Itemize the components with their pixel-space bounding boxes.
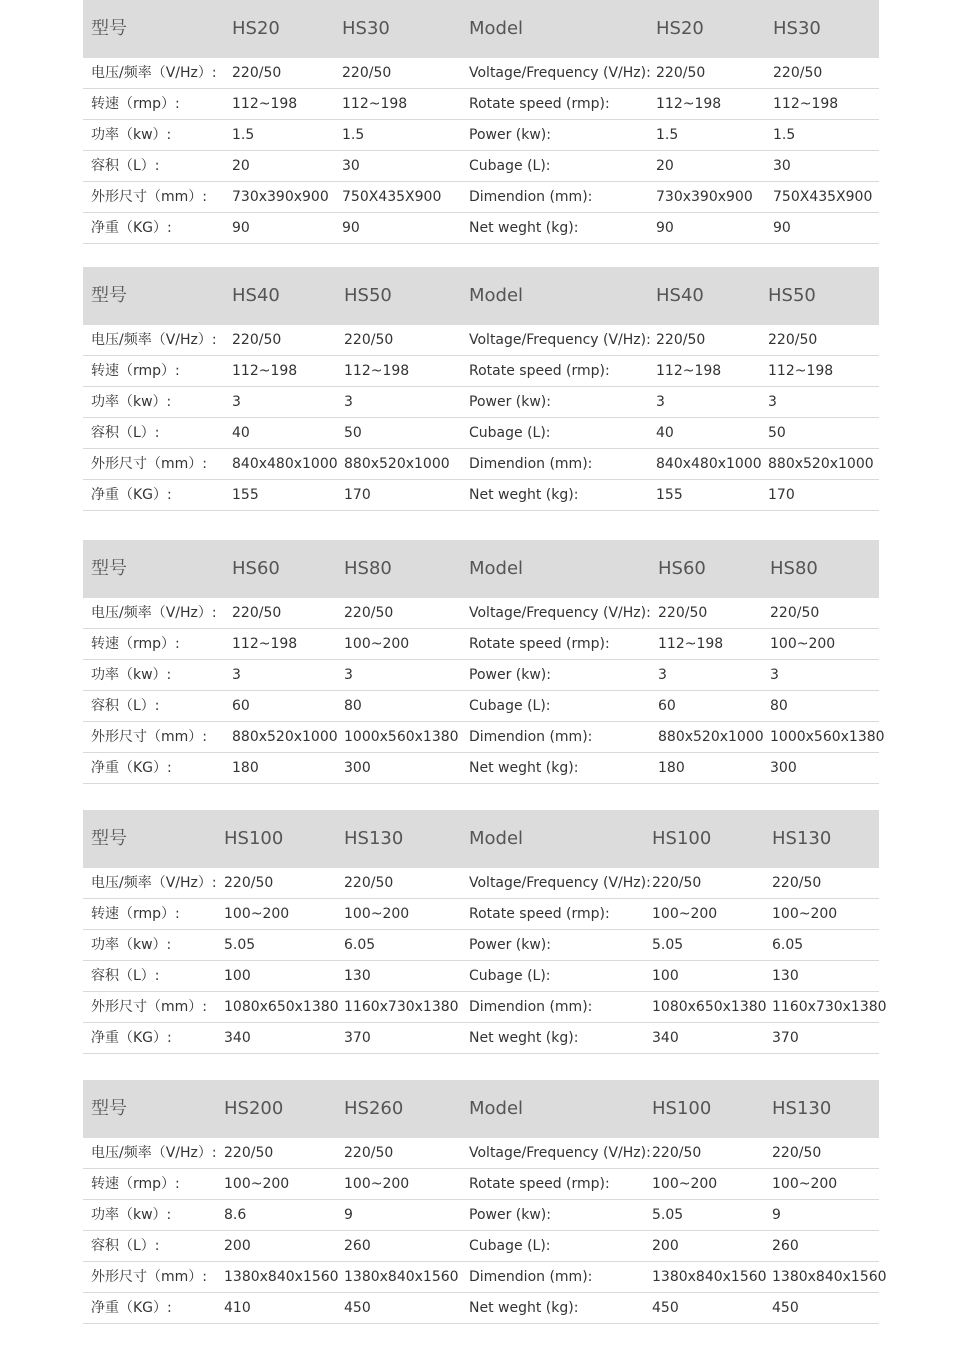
- cell-label-en: Power (kw):: [469, 127, 551, 143]
- header-label-en: Model: [469, 558, 524, 579]
- cell-model-a: 112~198: [232, 96, 298, 112]
- header-model-a-en: HS60: [658, 558, 706, 579]
- cell-label-en: Cubage (L):: [469, 158, 551, 174]
- table-row-voltage: [83, 1138, 879, 1169]
- cell-label-en: Cubage (L):: [469, 698, 551, 714]
- cell-model-a: 880x520x1000: [232, 729, 338, 745]
- cell-label-cn: 外形尺寸（mm）:: [91, 999, 207, 1015]
- cell-model-a-en: 180: [658, 760, 685, 776]
- cell-label-en: Cubage (L):: [469, 425, 551, 441]
- cell-model-b-en: 170: [768, 487, 795, 503]
- cell-model-b-en: 30: [773, 158, 791, 174]
- table-row-cubage: [83, 151, 879, 182]
- header-model-a: HS60: [232, 558, 280, 579]
- table-row-voltage: [83, 325, 879, 356]
- cell-model-a: 40: [232, 425, 250, 441]
- cell-model-b-en: 100~200: [770, 636, 836, 652]
- spec-table-1: [83, 0, 879, 244]
- header-label-en: Model: [469, 18, 524, 39]
- table-row-weight: [83, 753, 879, 784]
- table-row-voltage: [83, 598, 879, 629]
- cell-model-a-en: 112~198: [658, 636, 724, 652]
- cell-model-b: 100~200: [344, 1176, 410, 1192]
- cell-model-b-en: 750X435X900: [773, 189, 873, 205]
- cell-model-b: 220/50: [344, 1145, 394, 1161]
- table-row-cubage: [83, 1231, 879, 1262]
- cell-model-b-en: 3: [770, 667, 779, 683]
- cell-model-a-en: 1.5: [656, 127, 679, 143]
- cell-model-b: 112~198: [344, 363, 410, 379]
- table-header: [83, 0, 879, 58]
- table-row-speed: [83, 1169, 879, 1200]
- cell-model-b-en: 6.05: [772, 937, 804, 953]
- cell-model-a: 112~198: [232, 363, 298, 379]
- cell-model-a-en: 880x520x1000: [658, 729, 764, 745]
- spec-table-4: [83, 810, 887, 1054]
- cell-label-cn: 转速（rmp）:: [91, 363, 180, 379]
- cell-label-cn: 净重（KG）:: [91, 1030, 172, 1046]
- cell-label-cn: 外形尺寸（mm）:: [91, 189, 207, 205]
- table-row-voltage: [83, 58, 879, 89]
- header-model-b-en: HS30: [773, 18, 821, 39]
- cell-model-a: 180: [232, 760, 259, 776]
- cell-model-a-en: 100: [652, 968, 679, 984]
- table-row-weight: [83, 1023, 879, 1054]
- cell-model-b: 90: [342, 220, 360, 236]
- cell-label-cn: 净重（KG）:: [91, 1300, 172, 1316]
- cell-model-a: 1380x840x1560: [224, 1269, 339, 1285]
- cell-model-b-en: 100~200: [772, 1176, 838, 1192]
- cell-model-b-en: 130: [772, 968, 799, 984]
- header-label-en: Model: [469, 1098, 524, 1119]
- header-model-b: HS80: [344, 558, 392, 579]
- cell-label-en: Net weght (kg):: [469, 1030, 579, 1046]
- cell-model-b: 300: [344, 760, 371, 776]
- cell-model-a-en: 5.05: [652, 1207, 684, 1223]
- cell-model-b: 260: [344, 1238, 371, 1254]
- cell-label-en: Rotate speed (rmp):: [469, 363, 610, 379]
- cell-label-cn: 外形尺寸（mm）:: [91, 1269, 207, 1285]
- cell-model-b-en: 1160x730x1380: [772, 999, 887, 1015]
- spec-table-5: [83, 1080, 887, 1324]
- table-row-cubage: [83, 691, 879, 722]
- table-row-speed: [83, 629, 879, 660]
- table-row-power: [83, 387, 879, 418]
- cell-model-a: 200: [224, 1238, 251, 1254]
- header-model-b-en: HS50: [768, 285, 816, 306]
- table-row-cubage: [83, 961, 879, 992]
- table-row-dimension: [83, 1262, 887, 1293]
- header-model-a-en: HS20: [656, 18, 704, 39]
- table-header: [83, 810, 879, 868]
- header-model-a: HS100: [224, 828, 284, 849]
- cell-label-en: Rotate speed (rmp):: [469, 636, 610, 652]
- table-row-weight: [83, 480, 879, 511]
- cell-label-en: Net weght (kg):: [469, 487, 579, 503]
- header-model-a: HS200: [224, 1098, 284, 1119]
- cell-label-en: Power (kw):: [469, 667, 551, 683]
- cell-label-en: Dimendion (mm):: [469, 1269, 593, 1285]
- cell-label-en: Voltage/Frequency (V/Hz):: [469, 605, 651, 621]
- cell-label-en: Power (kw):: [469, 1207, 551, 1223]
- cell-model-b: 50: [344, 425, 362, 441]
- cell-model-b: 100~200: [344, 906, 410, 922]
- cell-label-cn: 转速（rmp）:: [91, 96, 180, 112]
- cell-model-a: 8.6: [224, 1207, 247, 1223]
- cell-model-b: 80: [344, 698, 362, 714]
- cell-model-a: 220/50: [224, 875, 274, 891]
- table-row-dimension: [83, 992, 887, 1023]
- cell-model-a-en: 450: [652, 1300, 679, 1316]
- cell-label-cn: 容积（L）:: [91, 425, 160, 441]
- cell-model-b-en: 220/50: [772, 875, 822, 891]
- cell-model-a-en: 340: [652, 1030, 679, 1046]
- cell-model-a-en: 3: [656, 394, 665, 410]
- cell-model-a: 112~198: [232, 636, 298, 652]
- table-row-speed: [83, 899, 879, 930]
- cell-label-cn: 外形尺寸（mm）:: [91, 456, 207, 472]
- cell-model-a-en: 112~198: [656, 96, 722, 112]
- table-row-power: [83, 1200, 879, 1231]
- table-row-power: [83, 120, 879, 151]
- cell-model-b: 1000x560x1380: [344, 729, 459, 745]
- cell-model-a: 20: [232, 158, 250, 174]
- cell-model-b-en: 220/50: [768, 332, 818, 348]
- cell-model-a: 3: [232, 667, 241, 683]
- cell-label-en: Rotate speed (rmp):: [469, 96, 610, 112]
- cell-label-cn: 电压/频率（V/Hz）:: [91, 65, 217, 81]
- cell-model-b: 880x520x1000: [344, 456, 450, 472]
- cell-model-a: 220/50: [232, 605, 282, 621]
- cell-label-en: Voltage/Frequency (V/Hz):: [469, 332, 651, 348]
- header-model-b: HS260: [344, 1098, 404, 1119]
- table-row-weight: [83, 213, 879, 244]
- cell-model-b-en: 112~198: [768, 363, 834, 379]
- cell-label-cn: 容积（L）:: [91, 698, 160, 714]
- cell-model-a: 100: [224, 968, 251, 984]
- cell-label-cn: 电压/频率（V/Hz）:: [91, 605, 217, 621]
- table-header: [83, 267, 879, 325]
- cell-model-a: 100~200: [224, 1176, 290, 1192]
- cell-label-en: Net weght (kg):: [469, 220, 579, 236]
- cell-model-a-en: 840x480x1000: [656, 456, 762, 472]
- table-row-power: [83, 660, 879, 691]
- header-model-a: HS40: [232, 285, 280, 306]
- cell-label-cn: 容积（L）:: [91, 1238, 160, 1254]
- table-row-speed: [83, 356, 879, 387]
- cell-model-b: 3: [344, 394, 353, 410]
- cell-model-a: 1080x650x1380: [224, 999, 339, 1015]
- cell-model-a-en: 100~200: [652, 906, 718, 922]
- cell-model-a: 220/50: [232, 332, 282, 348]
- cell-model-b: 750X435X900: [342, 189, 442, 205]
- cell-model-b: 100~200: [344, 636, 410, 652]
- cell-label-en: Dimendion (mm):: [469, 456, 593, 472]
- cell-model-b: 1380x840x1560: [344, 1269, 459, 1285]
- header-label-cn: 型号: [91, 828, 127, 849]
- header-model-a-en: HS100: [652, 1098, 712, 1119]
- cell-label-cn: 净重（KG）:: [91, 220, 172, 236]
- cell-model-b-en: 300: [770, 760, 797, 776]
- table-row-weight: [83, 1293, 879, 1324]
- cell-model-b: 220/50: [344, 605, 394, 621]
- cell-model-a-en: 220/50: [652, 875, 702, 891]
- cell-model-a-en: 60: [658, 698, 676, 714]
- cell-model-b: 112~198: [342, 96, 408, 112]
- cell-model-a: 3: [232, 394, 241, 410]
- cell-model-b-en: 80: [770, 698, 788, 714]
- cell-label-cn: 净重（KG）:: [91, 487, 172, 503]
- cell-model-a-en: 90: [656, 220, 674, 236]
- cell-model-b-en: 3: [768, 394, 777, 410]
- cell-label-en: Power (kw):: [469, 937, 551, 953]
- cell-model-a: 1.5: [232, 127, 255, 143]
- cell-model-b-en: 100~200: [772, 906, 838, 922]
- cell-model-a: 155: [232, 487, 259, 503]
- cell-model-b: 9: [344, 1207, 353, 1223]
- cell-label-cn: 功率（kw）:: [91, 1207, 172, 1223]
- cell-model-a-en: 40: [656, 425, 674, 441]
- cell-model-b: 170: [344, 487, 371, 503]
- cell-model-b: 1160x730x1380: [344, 999, 459, 1015]
- cell-model-a: 60: [232, 698, 250, 714]
- cell-model-a: 340: [224, 1030, 251, 1046]
- cell-model-a-en: 1380x840x1560: [652, 1269, 767, 1285]
- cell-model-a-en: 100~200: [652, 1176, 718, 1192]
- cell-label-en: Cubage (L):: [469, 968, 551, 984]
- cell-label-en: Cubage (L):: [469, 1238, 551, 1254]
- table-row-speed: [83, 89, 879, 120]
- cell-model-b-en: 90: [773, 220, 791, 236]
- cell-model-b: 370: [344, 1030, 371, 1046]
- cell-model-b-en: 220/50: [772, 1145, 822, 1161]
- cell-label-cn: 功率（kw）:: [91, 667, 172, 683]
- header-label-cn: 型号: [91, 18, 127, 39]
- header-model-a-en: HS40: [656, 285, 704, 306]
- cell-model-a: 840x480x1000: [232, 456, 338, 472]
- cell-label-cn: 净重（KG）:: [91, 760, 172, 776]
- cell-label-en: Dimendion (mm):: [469, 729, 593, 745]
- header-model-b: HS30: [342, 18, 390, 39]
- spec-table-3: [83, 540, 885, 784]
- cell-model-a-en: 20: [656, 158, 674, 174]
- cell-model-a: 410: [224, 1300, 251, 1316]
- cell-label-cn: 电压/频率（V/Hz）:: [91, 332, 217, 348]
- cell-label-en: Voltage/Frequency (V/Hz):: [469, 875, 651, 891]
- cell-model-b: 130: [344, 968, 371, 984]
- cell-model-a-en: 220/50: [658, 605, 708, 621]
- cell-label-en: Net weght (kg):: [469, 1300, 579, 1316]
- header-model-b: HS130: [344, 828, 404, 849]
- header-model-b-en: HS80: [770, 558, 818, 579]
- cell-label-cn: 转速（rmp）:: [91, 1176, 180, 1192]
- cell-model-b-en: 1380x840x1560: [772, 1269, 887, 1285]
- cell-label-cn: 容积（L）:: [91, 158, 160, 174]
- cell-label-en: Voltage/Frequency (V/Hz):: [469, 65, 651, 81]
- cell-label-cn: 功率（kw）:: [91, 127, 172, 143]
- cell-model-b: 3: [344, 667, 353, 683]
- cell-model-b: 220/50: [344, 332, 394, 348]
- cell-model-a-en: 3: [658, 667, 667, 683]
- table-header: [83, 1080, 879, 1138]
- cell-model-b-en: 880x520x1000: [768, 456, 874, 472]
- cell-model-b-en: 50: [768, 425, 786, 441]
- cell-model-b-en: 450: [772, 1300, 799, 1316]
- header-label-cn: 型号: [91, 285, 127, 306]
- cell-label-cn: 电压/频率（V/Hz）:: [91, 1145, 217, 1161]
- cell-model-b-en: 1.5: [773, 127, 796, 143]
- header-model-b: HS50: [344, 285, 392, 306]
- header-model-b-en: HS130: [772, 828, 832, 849]
- cell-model-b: 220/50: [344, 875, 394, 891]
- table-row-dimension: [83, 449, 879, 480]
- cell-model-a-en: 220/50: [656, 65, 706, 81]
- cell-label-en: Dimendion (mm):: [469, 189, 593, 205]
- table-row-dimension: [83, 182, 879, 213]
- cell-model-a-en: 1080x650x1380: [652, 999, 767, 1015]
- cell-model-b: 220/50: [342, 65, 392, 81]
- header-model-a-en: HS100: [652, 828, 712, 849]
- cell-model-b-en: 220/50: [773, 65, 823, 81]
- cell-label-cn: 转速（rmp）:: [91, 906, 180, 922]
- spec-table-2: [83, 267, 879, 511]
- cell-model-a-en: 155: [656, 487, 683, 503]
- table-row-voltage: [83, 868, 879, 899]
- cell-model-a: 220/50: [232, 65, 282, 81]
- cell-label-en: Rotate speed (rmp):: [469, 906, 610, 922]
- cell-label-en: Net weght (kg):: [469, 760, 579, 776]
- header-label-en: Model: [469, 828, 524, 849]
- header-model-b-en: HS130: [772, 1098, 832, 1119]
- cell-model-a-en: 730x390x900: [656, 189, 753, 205]
- cell-label-en: Dimendion (mm):: [469, 999, 593, 1015]
- cell-model-a-en: 112~198: [656, 363, 722, 379]
- cell-label-en: Voltage/Frequency (V/Hz):: [469, 1145, 651, 1161]
- cell-model-a: 730x390x900: [232, 189, 329, 205]
- cell-model-a: 100~200: [224, 906, 290, 922]
- cell-label-cn: 转速（rmp）:: [91, 636, 180, 652]
- cell-model-b-en: 370: [772, 1030, 799, 1046]
- cell-label-cn: 电压/频率（V/Hz）:: [91, 875, 217, 891]
- cell-model-a-en: 220/50: [652, 1145, 702, 1161]
- cell-model-a: 5.05: [224, 937, 256, 953]
- table-row-dimension: [83, 722, 885, 753]
- cell-model-b-en: 112~198: [773, 96, 839, 112]
- cell-label-en: Power (kw):: [469, 394, 551, 410]
- table-row-power: [83, 930, 879, 961]
- cell-model-a: 90: [232, 220, 250, 236]
- cell-model-b: 30: [342, 158, 360, 174]
- cell-label-cn: 功率（kw）:: [91, 937, 172, 953]
- cell-model-a: 220/50: [224, 1145, 274, 1161]
- cell-label-en: Rotate speed (rmp):: [469, 1176, 610, 1192]
- cell-model-b-en: 220/50: [770, 605, 820, 621]
- cell-model-a-en: 5.05: [652, 937, 684, 953]
- header-model-a: HS20: [232, 18, 280, 39]
- cell-label-cn: 容积（L）:: [91, 968, 160, 984]
- cell-model-a-en: 220/50: [656, 332, 706, 348]
- cell-model-b: 6.05: [344, 937, 376, 953]
- cell-model-b: 1.5: [342, 127, 365, 143]
- cell-label-cn: 功率（kw）:: [91, 394, 172, 410]
- cell-model-b-en: 1000x560x1380: [770, 729, 885, 745]
- cell-label-cn: 外形尺寸（mm）:: [91, 729, 207, 745]
- cell-model-b-en: 9: [772, 1207, 781, 1223]
- cell-model-a-en: 200: [652, 1238, 679, 1254]
- header-label-en: Model: [469, 285, 524, 306]
- header-label-cn: 型号: [91, 1098, 127, 1119]
- cell-model-b-en: 260: [772, 1238, 799, 1254]
- table-header: [83, 540, 879, 598]
- header-label-cn: 型号: [91, 558, 127, 579]
- table-row-cubage: [83, 418, 879, 449]
- cell-model-b: 450: [344, 1300, 371, 1316]
